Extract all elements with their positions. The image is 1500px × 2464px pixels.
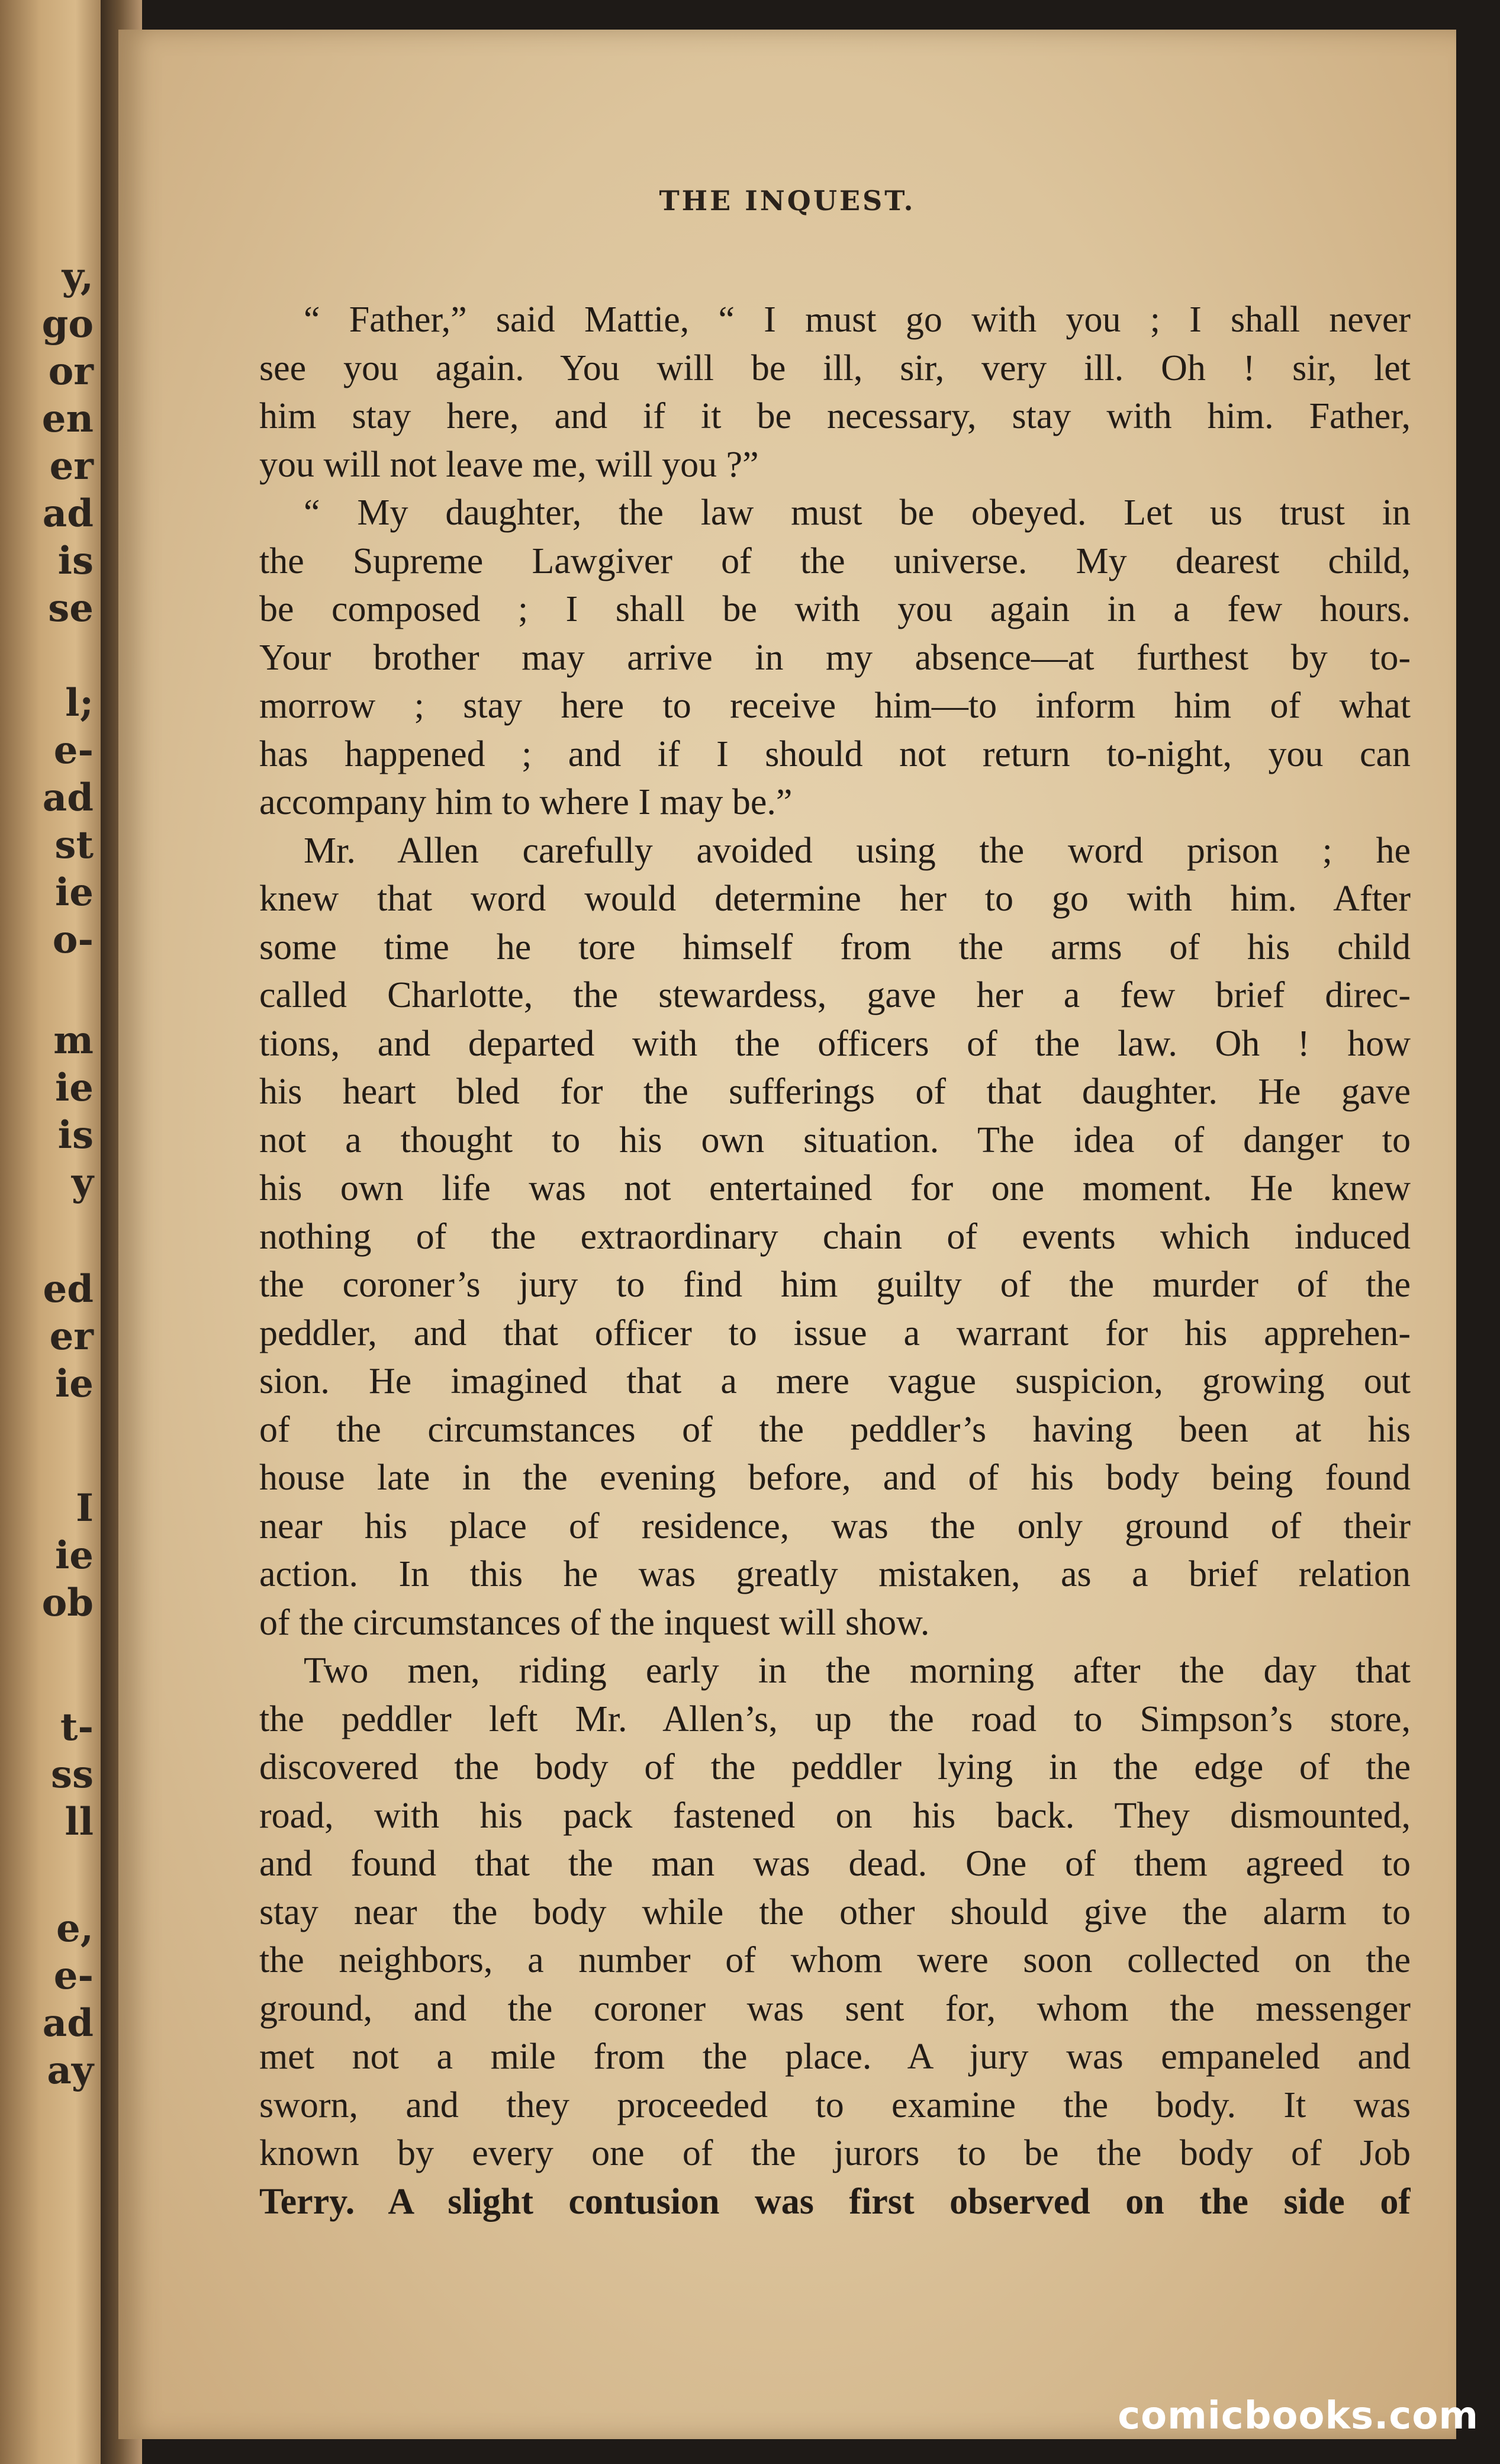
text-line: of the circumstances of the inquest will show. <box>259 1602 930 1643</box>
text-line: “ My daughter, the law must be obeyed. Let us trust in <box>304 493 1411 533</box>
text-line: has happened ; and if I should not return to-night, you can <box>259 734 1411 774</box>
text-line: action. In this he was greatly mistaken, as a brief relation <box>259 1554 1411 1594</box>
facing-page-text-fragment: e- <box>53 1954 94 1998</box>
facing-page-text-fragment: o- <box>52 918 94 962</box>
text-line: the peddler left Mr. Allen’s, up the road to Simpson’s store, <box>259 1699 1411 1739</box>
facing-page-text-fragment: I <box>76 1486 94 1530</box>
text-line: the Supreme Lawgiver of the universe. My dearest child, <box>259 541 1411 581</box>
text-line: sworn, and they proceeded to examine the body. It was <box>259 2085 1411 2125</box>
facing-page-text-fragment: ad <box>42 2001 94 2045</box>
facing-page-text-fragment: is <box>57 1113 94 1157</box>
facing-page-text-fragment: e- <box>53 728 94 773</box>
page-body-text <box>259 296 1411 2226</box>
facing-page-text-fragment: ie <box>54 870 94 915</box>
text-line: his own life was not entertained for one moment. He knew <box>259 1168 1411 1208</box>
text-line: ground, and the coroner was sent for, whom the messenger <box>259 1988 1411 2029</box>
text-line: peddler, and that officer to issue a warrant for his apprehen- <box>259 1313 1411 1353</box>
text-line: the neighbors, a number of whom were soon collected on the <box>259 1940 1411 1980</box>
facing-page-text-fragment: ay <box>47 2048 94 2093</box>
text-line: of the circumstances of the peddler’s having been at his <box>259 1409 1411 1450</box>
facing-page-text-fragment: ob <box>41 1581 94 1625</box>
facing-page-text-fragment: en <box>41 397 94 441</box>
facing-page-text-fragment: ie <box>54 1533 94 1578</box>
text-line: the coroner’s jury to find him guilty of the murder of the <box>259 1265 1411 1305</box>
text-line: him stay here, and if it be necessary, stay with him. Father, <box>259 396 1411 436</box>
facing-page-text-fragment: is <box>57 539 94 583</box>
facing-page-text-fragment: y <box>71 1160 94 1205</box>
facing-page-text-fragment: ss <box>50 1752 94 1797</box>
text-line: sion. He imagined that a mere vague suspicion, growing out <box>259 1361 1411 1401</box>
facing-page-fragment <box>0 0 101 2464</box>
text-line: knew that word would determine her to go with him. After <box>259 879 1411 919</box>
facing-page-text-fragment: y, <box>62 255 94 299</box>
text-line: house late in the evening before, and of his body being found <box>259 1458 1411 1498</box>
text-line: “ Father,” said Mattie, “ I must go with you ; I shall never <box>304 300 1411 340</box>
text-line: see you again. You will be ill, sir, very ill. Oh ! sir, let <box>259 348 1411 388</box>
text-line: stay near the body while the other should give the alarm to <box>259 1892 1411 1932</box>
facing-page-text-fragment: ll <box>65 1800 94 1844</box>
running-head: THE INQUEST. <box>659 185 916 217</box>
text-line: Mr. Allen carefully avoided using the word prison ; he <box>304 830 1411 871</box>
facing-page-text-fragment: ad <box>42 776 94 820</box>
facing-page-text-fragment: ie <box>54 1362 94 1406</box>
text-line: his heart bled for the sufferings of that daughter. He gave <box>259 1072 1411 1112</box>
facing-page-text-fragment: t- <box>60 1705 94 1749</box>
facing-page-text-fragment: go <box>41 302 94 346</box>
facing-page-text-fragment: er <box>49 444 94 488</box>
watermark-logo: comicbooks.com <box>1118 2394 1479 2438</box>
facing-page-text-fragment: ad <box>42 491 94 536</box>
text-line: Terry. A slight contusion was first observed on the side of <box>259 2181 1411 2222</box>
text-line: not a thought to his own situation. The idea of danger to <box>259 1120 1411 1160</box>
text-line: near his place of residence, was the only ground of their <box>259 1506 1411 1546</box>
facing-page-text-fragment: or <box>48 349 94 394</box>
facing-page-text-fragment: ie <box>54 1066 94 1110</box>
facing-page-text-fragment: l; <box>65 681 94 725</box>
text-line: road, with his pack fastened on his back. They dismounted, <box>259 1795 1411 1836</box>
text-line: tions, and departed with the officers of the law. Oh ! how <box>259 1023 1411 1064</box>
facing-page-text-fragment: e, <box>56 1906 94 1951</box>
book-page <box>118 30 1456 2439</box>
facing-page-text-fragment: ed <box>43 1267 94 1311</box>
text-line: Your brother may arrive in my absence—at furthest by to- <box>259 637 1411 678</box>
text-line: discovered the body of the peddler lying in the edge of the <box>259 1747 1411 1787</box>
facing-page-text-fragment: er <box>49 1314 94 1359</box>
text-line: some time he tore himself from the arms of his child <box>259 927 1411 967</box>
facing-page-text-fragment: se <box>48 586 94 631</box>
text-line: you will not leave me, will you ?” <box>259 444 759 485</box>
facing-page-text-fragment: st <box>54 823 94 867</box>
facing-page-text-fragment: m <box>53 1018 94 1063</box>
text-line: be composed ; I shall be with you again in a few hours. <box>259 589 1411 629</box>
text-line: known by every one of the jurors to be the body of Job <box>259 2133 1411 2173</box>
text-line: met not a mile from the place. A jury was empaneled and <box>259 2037 1411 2077</box>
text-line: Two men, riding early in the morning after the day that <box>304 1651 1411 1691</box>
text-line: called Charlotte, the stewardess, gave her a few brief direc- <box>259 975 1411 1015</box>
text-line: accompany him to where I may be.” <box>259 782 793 822</box>
text-line: nothing of the extraordinary chain of events which induced <box>259 1216 1411 1257</box>
text-line: morrow ; stay here to receive him—to inform him of what <box>259 686 1411 726</box>
text-line: and found that the man was dead. One of them agreed to <box>259 1844 1411 1884</box>
